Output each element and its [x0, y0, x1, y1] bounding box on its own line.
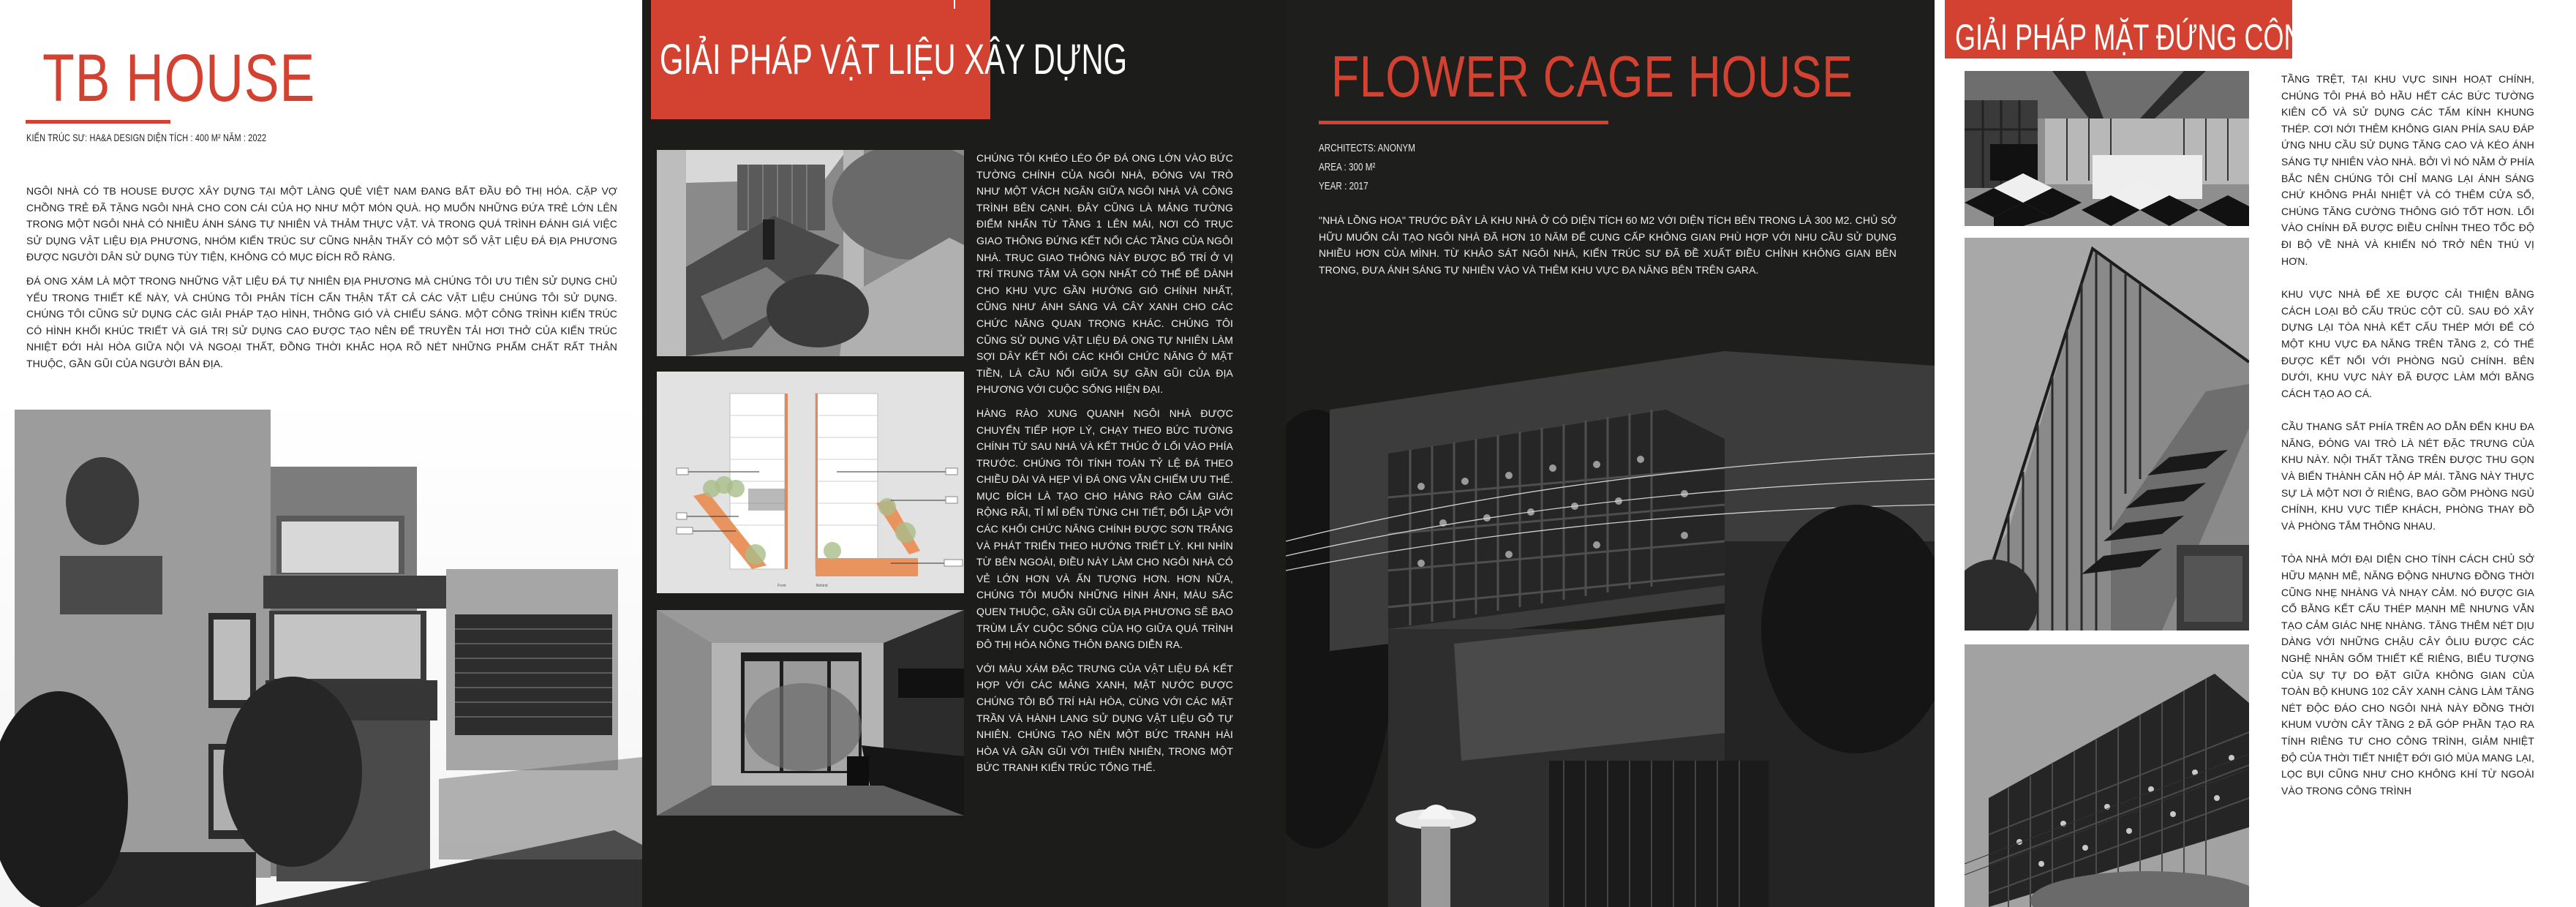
- tb-house-title: TB HOUSE: [42, 41, 316, 116]
- materials-text: [976, 150, 1233, 776]
- fact-architects: ARCHITECTS: ANONYM: [1319, 142, 1415, 154]
- materials-header-band: [651, 0, 1128, 119]
- flower-cage-house-page: [1286, 0, 1935, 907]
- paragraph: CHÚNG TÔI KHÉO LÉO ỐP ĐÁ ONG LỚN VÀO BỨC TƯỜNG CHÍNH CỦA NGÔI NHÀ, ĐÓNG VAI TRÒ NHƯ MỘT VÁCH NGĂN GIỮA NGÔI NHÀ VÀ CÔNG TRÌNH BÊN CẠNH. ĐÂY CŨNG LÀ MẢNG TƯỜNG ĐIỂM NHẤN TỪ TẦNG 1 LÊN MÁI, NƠI CÓ TRỤC GIAO THÔNG ĐỨNG KẾT NỐI CÁC TẦNG CỦA NGÔI NHÀ. TRỤC GIAO THÔNG NÀY ĐƯỢC BỐ TRÍ Ở VỊ TRÍ TRUNG TÂM VÀ GỌN NHẤT CÓ THỂ ĐỂ DÀNH CHO KHU VỰC GẦN HƯỚNG GIÓ CHÍNH NHẤT, CŨNG NHƯ ÁNH SÁNG VÀ CÂY XANH CHO CÁC CHỨC NĂNG QUAN TRỌNG KHÁC. CHÚNG TÔI CŨNG SỬ DỤNG VẬT LIỆU ĐÁ ONG TỰ NHIÊN LÀM SỢI DÂY KẾT NỐI CÁC KHỐI CHỨC NĂNG Ở MẶT TIỀN, LÀ CẦU NỐI GIỮA SỰ GẦN GŨI CỦA ĐỊA PHƯƠNG VỚI CUỘC SỐNG HIỆN ĐẠI.: [976, 152, 1233, 396]
- tb-house-description: [26, 183, 617, 372]
- fact-year: YEAR : 2017: [1319, 180, 1368, 192]
- flower-cage-title: FLOWER CAGE HOUSE: [1331, 44, 1853, 109]
- facade-heading: GIẢI PHÁP MẶT ĐỨNG CÔNG TRÌNH: [1955, 17, 2411, 58]
- facade-page: [1935, 0, 2576, 907]
- paragraph: CẦU THANG SẮT PHÍA TRÊN AO DẪN ĐẾN KHU ĐA NĂNG, ĐÓNG VAI TRÒ LÀ NÉT ĐẶC TRƯNG CỦA KHU NÀY. NỘI THẤT TẦNG TRÊN ĐƯỢC THU GỌN VÀ BIẾN THÀNH CĂN HỘ ÁP MÁI. TẦNG NÀY THỰC SỰ LÀ MỘT NƠI Ở RIÊNG, BAO GỒM PHÒNG NGỦ CHÍNH, KHU VỰC TIẾP KHÁCH, PHÒNG THAY ĐỒ VÀ PHÒNG TẮM THÔNG NHAU.: [2281, 421, 2534, 532]
- paragraph: NGÔI NHÀ CÓ TB HOUSE ĐƯỢC XÂY DỰNG TẠI MỘT LÀNG QUÊ VIỆT NAM ĐANG BẮT ĐẦU ĐÔ THỊ HÓA. CẶP VỢ CHỒNG TRẺ ĐÃ TẶNG NGÔI NHÀ CHO CON CÁI CỦA HỌ NHƯ MỘT MÓN QUÀ. HỌ MUỐN NHỮNG ĐỨA TRẺ LỚN LÊN TRONG MỘT NGÔI NHÀ CÓ NHIỀU ÁNH SÁNG TỰ NHIÊN VÀ THẢM THỰC VẬT. VÀ TRONG QUÁ TRÌNH ĐÁNH GIÁ VIỆC SỬ DỤNG VẬT LIỆU ĐỊA PHƯƠNG, NHÓM KIẾN TRÚC SƯ CŨNG NHẬN THẤY CÓ MỘT SỐ VẬT LIỆU ĐÁ ĐỊA PHƯƠNG ĐƯỢC NGƯỜI DÂN SỬ DỤNG TÙY TIỆN, KHÔNG CÓ MỤC ĐÍCH RÕ RÀNG.: [26, 185, 617, 263]
- materials-heading: GIẢI PHÁP VẬT LIỆU XÂY DỰNG: [660, 36, 1128, 83]
- facade-text: [2281, 71, 2534, 799]
- flower-cage-facade-photo: [1286, 322, 1935, 907]
- facade-header-band: [1945, 0, 2411, 59]
- paragraph: KHU VỰC NHÀ ĐỂ XE ĐƯỢC CẢI THIỆN BẰNG CÁCH LOẠI BỎ CẤU TRÚC CỘT CŨ. SAU ĐÓ XÂY DỰNG LẠI TÒA NHÀ KẾT CẤU THÉP MỚI ĐỂ CÓ MỘT KHU VỰC ĐA NĂNG TRÊN TẦNG 2, CÓ THỂ ĐƯỢC KẾT NỐI VỚI PHÒNG NGỦ CHÍNH. BÊN DƯỚI, KHU VỰC NÀY ĐÃ ĐƯỢC LÀM MỚI BẰNG CÁCH TẠO AO CÁ.: [2281, 288, 2534, 399]
- steel-staircase-photo: [1965, 238, 2249, 631]
- tb-house-exterior-photo: [0, 391, 642, 907]
- living-room-photo: [1965, 71, 2249, 226]
- tb-house-meta: KIẾN TRÚC SƯ: HA&A DESIGN DIỆN TÍCH : 400 M² NĂM : 2022: [26, 132, 267, 143]
- text-cursor-icon: [954, 0, 955, 9]
- title-underline: [1319, 121, 1608, 124]
- diagram-caption-front: Front: [777, 584, 786, 588]
- materials-page: [642, 0, 1286, 907]
- title-underline: [26, 120, 170, 124]
- elevation-diagram: [657, 372, 964, 593]
- interior-study-photo: [657, 610, 964, 816]
- courtyard-photo: [657, 150, 964, 356]
- paragraph: TẦNG TRỆT, TẠI KHU VỰC SINH HOẠT CHÍNH, CHÚNG TÔI PHÁ BỎ HẦU HẾT CÁC BỨC TƯỜNG KIÊN CỐ VÀ SỬ DỤNG CÁC TẤM KÍNH KHUNG THÉP. CƠI NỚI THÊM KHÔNG GIAN PHÍA SAU ĐÁP ỨNG NHU CẦU SỬ DỤNG TĂNG CAO VÀ KÉO ÁNH SÁNG TỰ NHIÊN VÀO NHÀ. BỞI VÌ NÓ NẰM Ở PHÍA BẮC NÊN CHÚNG TÔI CHỈ MANG LẠI ÁNH SÁNG CHỨ KHÔNG PHẢI NHIỆT VÀ CÓ THÊM CỬA SỔ, CHÚNG TĂNG CƯỜNG THÔNG GIÓ TỐT HƠN. LỐI VÀO CHÍNH ĐÃ ĐƯỢC ĐIỀU CHỈNH THEO TỐC ĐỘ ĐI BỘ VỀ NHÀ VÀ KHIẾN NÓ TRỞ NÊN THÚ VỊ HƠN.: [2281, 73, 2534, 267]
- project-facts: [1319, 139, 1442, 196]
- fact-area: AREA : 300 M²: [1319, 161, 1376, 173]
- paragraph: ĐÁ ONG XÁM LÀ MỘT TRONG NHỮNG VẬT LIỆU ĐÁ TỰ NHIÊN ĐỊA PHƯƠNG MÀ CHÚNG TÔI ƯU TIÊN SỬ DỤNG CHỦ YẾU TRONG THIẾT KẾ NÀY, VÀ CHÚNG TÔI PHÂN TÍCH CẨN THẬN TẤT CẢ CÁC VẬT LIỆU CHÚNG TÔI SỬ DỤNG. CHÚNG TÔI CŨNG SỬ DỤNG CÁC GIẢI PHÁP TẠO HÌNH, THÔNG GIÓ VÀ CHIẾU SÁNG. MỘT CÔNG TRÌNH KIẾN TRÚC CÓ HÌNH KHỐI KHÚC TRIẾT VÀ GIÁ TRỊ SỬ DỤNG CAO ĐƯỢC TẠO NÊN ĐỂ TRUYỀN TẢI HƠI THỞ CỦA KIẾN TRÚC NHIỆT ĐỚI HÀI HÒA GIỮA NỘI VÀ NGOẠI THẤT, ĐỒNG THỜI KHẮC HỌA RÕ NÉT NHỮNG PHẨM CHẤT RẤT THÂN THUỘC, GẦN GŨI CỦA NGƯỜI BẢN ĐỊA.: [26, 274, 617, 369]
- flower-cage-description: [1319, 212, 1897, 278]
- diagram-caption-behind: Behind: [816, 584, 828, 588]
- flower-cage-facade-detail-photo: [1965, 644, 2249, 907]
- paragraph: VỚI MÀU XÁM ĐẶC TRƯNG CỦA VẬT LIỆU ĐÁ KẾT HỢP VỚI CÁC MẢNG XANH, MẶT NƯỚC ĐƯỢC CHÚNG TÔI BỐ TRÍ HÀI HÒA, CÙNG VỚI CÁC MẶT TRẦN VÀ HÀNH LANG SỬ DỤNG VẬT LIỆU GỖ TỰ NHIÊN. CHÚNG TẠO NÊN MỘT BỨC TRANH HÀI HÒA VÀ GẦN GŨI VỚI THIÊN NHIÊN, TRONG MỘT BỨC TRANH KIẾN TRÚC TỔNG THỂ.: [976, 662, 1233, 774]
- paragraph: TÒA NHÀ MỚI ĐẠI DIỆN CHO TÍNH CÁCH CHỦ SỞ HỮU MẠNH MẼ, NĂNG ĐỘNG NHƯNG ĐỒNG THỜI CŨNG NHẸ NHÀNG VÀ NHẠY CẢM. NÓ ĐƯỢC GIA CỐ BẰNG KẾT CẤU THÉP MẠNH MẼ NHƯNG VẪN TẠO CẢM GIÁC NHẸ NHÀNG. TĂNG THÊM NÉT DỊU DÀNG VỚI NHỮNG CHẬU CÂY ÔLIU ĐƯỢC CÁC NGHỆ NHÂN GỐM THIẾT KẾ RIÊNG, BIỂU TƯỢNG CỦA SỰ TỰ DO ĐẶT GIỮA KHÔNG GIAN CỦA TOÀN BỘ KHUNG 102 CÂY XANH CÀNG LÀM TĂNG NÉT ĐỘC ĐÁO CHO NGÔI NHÀ NÀY ĐỒNG THỜI KHUM VƯỜN CÂY TẦNG 2 ĐÃ GÓP PHẦN TẠO RA TÍNH RIÊNG TƯ CHO CÔNG TRÌNH, GIẢM NHIỆT ĐỘ CỦA THỜI TIẾT NHIỆT ĐỚI GIÓ MÙA MANG LẠI, LỌC BỤI CŨNG NHƯ CHO KHÔNG KHÍ TỪ NGOÀI VÀO TRONG CÔNG TRÌNH: [2281, 553, 2534, 797]
- paragraph: HÀNG RÀO XUNG QUANH NGÔI NHÀ ĐƯỢC CHUYỂN TIẾP HỢP LÝ, CHẠY THEO BỨC TƯỜNG CHÍNH TỪ SAU NHÀ VÀ KẾT THÚC Ở LỐI VÀO PHÍA TRƯỚC. CHÚNG TÔI TÍNH TOÁN TỶ LỆ ĐÁ THEO CHIỀU DÀI VÀ HẸP VÌ ĐÁ ONG VẪN CHIẾM ƯU THẾ. MỤC ĐÍCH LÀ TẠO CHO HÀNG RÀO CẢM GIÁC RỘNG RÃI, TỈ MỈ ĐẾN TỪNG CHI TIẾT, ĐỐI LẬP VỚI CÁC KHỐI CHỨC NĂNG CHÍNH ĐƯỢC SƠN TRẮNG VÀ PHÁT TRIỂN THEO HƯỚNG TRIẾT LÝ. KHI NHÌN TỪ BÊN NGOÀI, ĐIỀU NÀY LÀM CHO NGÔI NHÀ CÓ VẺ LỚN HƠN VÀ ẤN TƯỢNG HƠN. HƠN NỮA, CHÚNG TÔI MUỐN NHỮNG HÌNH ẢNH, MÀU SẮC QUEN THUỘC, GẦN GŨI CỦA ĐỊA PHƯƠNG SẼ BAO TRÙM LẤY CUỘC SỐNG CỦA HỌ GIỮA QUÁ TRÌNH ĐÔ THỊ HÓA NÔNG THÔN ĐANG DIỄN RA.: [976, 407, 1233, 651]
- tb-house-page: [0, 0, 642, 907]
- paragraph: "NHÀ LỒNG HOA" TRƯỚC ĐÂY LÀ KHU NHÀ Ở CÓ DIỆN TÍCH 60 M2 VỚI DIỆN TÍCH BÊN TRONG LÀ 300 M2. CHỦ SỞ HỮU MUỐN CẢI TẠO NGÔI NHÀ ĐÃ HƠN 10 NĂM ĐỂ CUNG CẤP KHÔNG GIAN PHÙ HỢP VỚI NHU CẦU SỬ DỤNG NHIỀU HƠN CỦA MÌNH. TỪ KHẢO SÁT NGÔI NHÀ, KIẾN TRÚC SƯ ĐÃ ĐỀ XUẤT ĐIỀU CHỈNH KHÔNG GIAN BÊN TRONG, ĐƯA ÁNH SÁNG TỰ NHIÊN VÀO VÀ THÊM KHU VỰC ĐA NĂNG BÊN TRÊN GARA.: [1319, 214, 1897, 276]
